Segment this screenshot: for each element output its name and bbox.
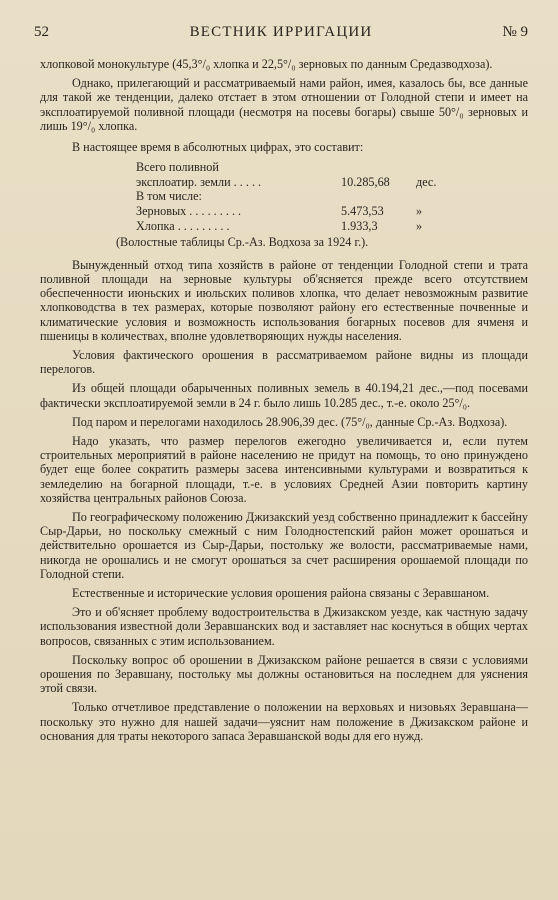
statistics-table bbox=[116, 160, 476, 250]
issue-number: № 9 bbox=[502, 24, 528, 40]
grain-unit: » bbox=[416, 204, 423, 218]
paragraph: Однако, прилегающий и рассматриваемый нами район, имея, казалось бы, все данные для такой же тенденции, далеко отстает в этом отношении от Голодной степи и имеет на эксплоатируемой поливной площади (несмотря на посевы богары) свыше 50°/₀ зерновых и лишь 19°/₀ хлопка. bbox=[40, 76, 528, 133]
paragraph: хлопковой монокультуре (45,3°/₀ хлопка и 22,5°/₀ зерновых по данным Средазводхоза). bbox=[40, 57, 493, 71]
grain-label: Зерновых . . . . . . . . . bbox=[136, 204, 242, 218]
paragraph: Это и об'ясняет проблему водостроительства в Джизакском уезде, как частную задачу использования известной доли Зеравшанских вод и заставляет нас коснуться в общих чертах вопросов, связанных с этим использованием. bbox=[40, 605, 528, 648]
page-number: 52 bbox=[34, 24, 49, 40]
total-unit: дес. bbox=[416, 174, 437, 189]
paragraph: Под паром и перелогами находилось 28.906,39 дес. (75°/₀, данные Ср.-Аз. Водхоза). bbox=[72, 414, 508, 429]
cotton-value: 1.933,3 bbox=[341, 218, 378, 233]
paragraph: По географическому положению Джизакский уезд собственно принадлежит к бассейну Сыр-Дарьи, но поскольку смежный с ним Голодностепский район может орошаться и действительно орошается из Сыр-Дарьи, постольку же волости, рассматриваемые нами, никогда не орошались и не смогут орошаться за счет расширения орошаемой площади по Голодной степи. bbox=[40, 510, 528, 581]
paragraph: Только отчетливое представление о положении на верховьях и низовьях Зеравшана—поскольку это нужно для нашей задачи—уяснит нам положение в Джизакском районе и основания для траты некоторого запаса Зеравшанской воды для его нужд. bbox=[40, 700, 528, 743]
paragraph: Естественные и исторические условия орошения района связаны с Зеравшаном. bbox=[72, 586, 490, 601]
body-text bbox=[40, 57, 528, 748]
paragraph: Поскольку вопрос об орошении в Джизакском районе решается в связи с условиями орошения по Зеравшану, постольку мы должны остановиться на последнем для уяснения этой связи. bbox=[40, 652, 528, 696]
paragraph: В настоящее время в абсолютных цифрах, это составит: bbox=[72, 140, 364, 155]
total-label-line2: эксплоатир. земли . . . . . bbox=[136, 174, 262, 189]
cotton-unit: » bbox=[416, 218, 423, 233]
paragraph: Надо указать, что размер перелогов ежегодно увеличивается и, если путем строительных мероприятий в районе населению не придут на помощь, то оно принуждено будет еще более сократить размеры засева интенсивными культурами и возвратиться к земледелию на богарной площади, т.-е. в условиях Средней Азии повторить картину хозяйства центральных районов Союза. bbox=[40, 434, 528, 505]
total-value: 10.285,68 bbox=[341, 174, 390, 189]
running-header bbox=[34, 24, 528, 44]
paragraph: Условия фактического орошения в рассматриваемом районе видны из площади перелогов. bbox=[40, 348, 528, 377]
cotton-label: Хлопка . . . . . . . . . bbox=[136, 218, 230, 233]
grain-value: 5.473,53 bbox=[341, 204, 384, 218]
journal-title: ВЕСТНИК ИРРИГАЦИИ bbox=[189, 24, 373, 40]
paragraph: Вынужденный отход типа хозяйств в районе от тенденции Голодной степи и трата поливной площади на зерновые культуры об'ясняется прежде всего отсутствием обеспеченности июньских и июльских поливов хлопка, что делает невозможным развитие хлопководства в тех размерах, которые позволяют району его естественные почвенные и климатические условия и возможность использования богарных посевов для ячменя и пшеницы в количествах, вполне удовлетворяющих нужды населения. bbox=[40, 257, 528, 343]
including-label: В том числе: bbox=[136, 189, 202, 204]
total-label-line1: Всего поливной bbox=[136, 160, 219, 175]
paragraph: Из общей площади обарыченных поливных земель в 40.194,21 дес.,—под посевами фактически эксплоатируемой земли в 24 г. было лишь 10.285 дес., т.-е. около 25°/₀. bbox=[40, 381, 528, 410]
table-source: (Волостные таблицы Ср.-Аз. Водхоза за 1924 г.). bbox=[116, 235, 369, 250]
